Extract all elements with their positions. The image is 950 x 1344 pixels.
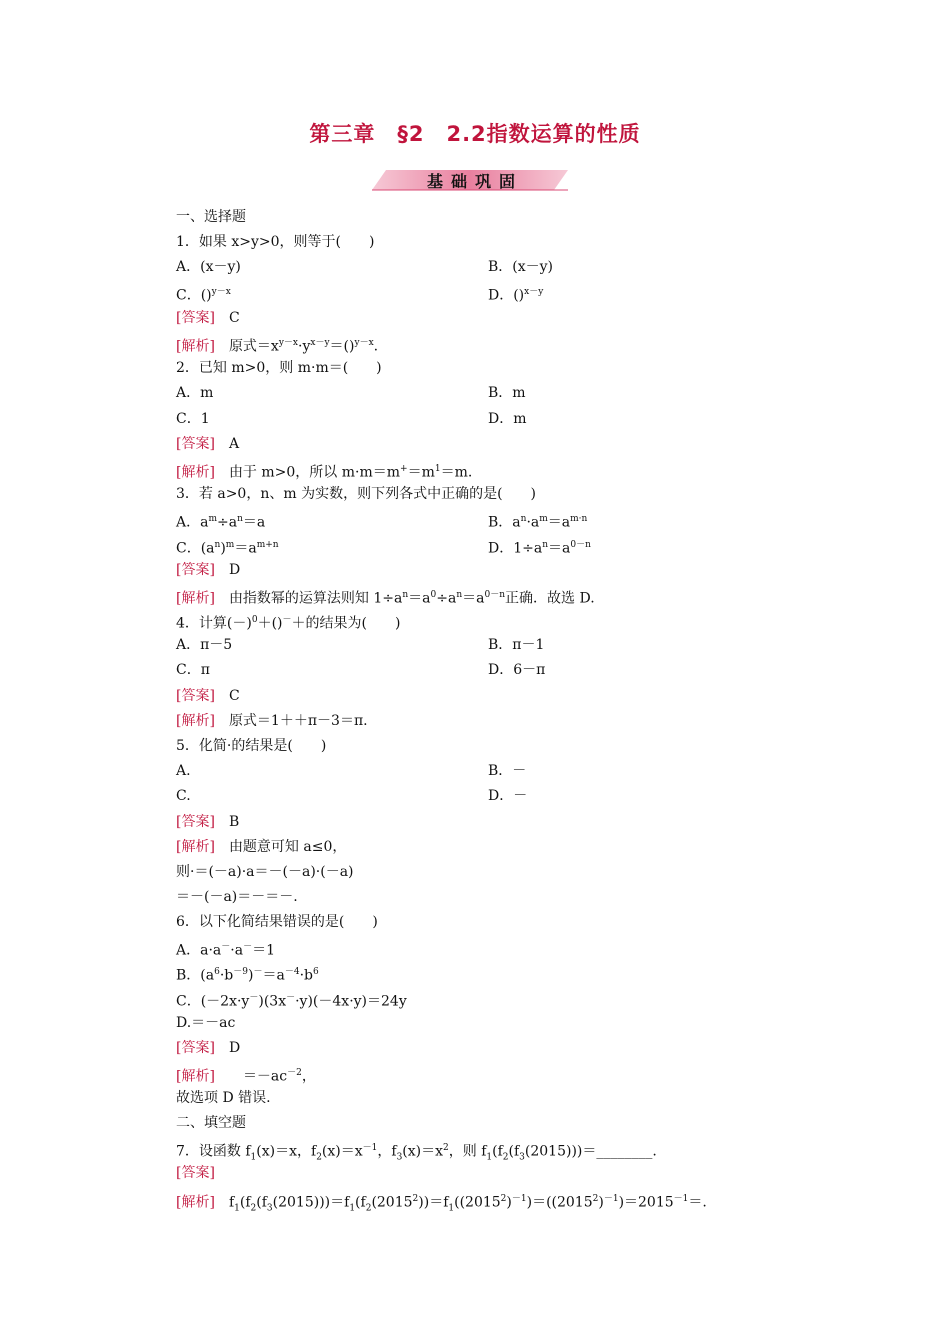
- q3-stem: 3．若 a>0，n、m 为实数，则下列各式中正确的是( ): [176, 486, 537, 502]
- q2-option-a: A．m: [176, 385, 214, 401]
- q3-option-c: C．$(a^n)^m=a^{m+n}$: [176, 540, 279, 557]
- q1-option-b: B．(x－y): [488, 259, 554, 275]
- q5-option-b: B．－: [488, 763, 527, 779]
- section-heading-choice: 一、选择题: [176, 209, 246, 225]
- q4-option-b: B．π－1: [488, 637, 545, 653]
- q3-answer: [答案] D: [176, 562, 241, 578]
- q1-analysis: [解析] 原式$=x^{y-x}\cdot y^{x-y}=()^{y-x}$.: [176, 338, 379, 355]
- q6-analysis: [解析] $=-ac^{-2}$，: [176, 1068, 316, 1085]
- q4-answer: [答案] C: [176, 688, 240, 704]
- q4-stem: 4．计算$(-)^0+()^-+$的结果为( ): [176, 615, 401, 632]
- q6-option-b: B．$(a^6\cdot b^{-9})^-=a^{-4}\cdot b^6$: [176, 967, 319, 984]
- q4-option-d: D．6－π: [488, 662, 546, 678]
- q6-analysis-line2: 故选项 D 错误.: [176, 1090, 271, 1106]
- q3-option-b: B．$a^n\cdot a^m=a^{m\cdot n}$: [488, 514, 588, 531]
- q5-analysis: [解析] 由题意可知 a≤0，: [176, 839, 347, 855]
- q2-option-b: B．m: [488, 385, 526, 401]
- q6-option-a: A．a·a－·a－＝1: [176, 942, 276, 959]
- q7-stem: 7．设函数 $f_1(x)=x$，$f_2(x)=x^{-1}$，$f_3(x)=x^2$，则 $f_1(f_2(f_3(2015)))=\_\_\_\_\_\_\_\_$.: [176, 1143, 657, 1163]
- q3-option-a: A．$a^m\div a^n=a$: [176, 514, 266, 531]
- q1-option-d: D．()$^{x-y}$: [488, 287, 544, 304]
- q5-analysis-line3: ＝－(－a)＝－＝－.: [176, 889, 298, 905]
- q6-option-d: D.＝－ac: [176, 1015, 236, 1031]
- q5-answer: [答案] B: [176, 814, 240, 830]
- banner-title: 基础巩固: [426, 172, 523, 191]
- section-heading-fill: 二、填空题: [176, 1115, 246, 1131]
- q1-answer: [答案] C: [176, 310, 240, 326]
- q3-analysis: [解析] 由指数幂的运算法则知 $1\div a^n=a^0\div a^n=a^{0-n}$正确．故选 D.: [176, 590, 595, 607]
- q2-option-c: C．1: [176, 411, 210, 427]
- q4-option-c: C．π: [176, 662, 210, 678]
- q5-option-c: C.: [176, 788, 191, 804]
- q5-stem: 5．化简·的结果是( ): [176, 738, 327, 754]
- q2-stem: 2．已知 m>0，则 m·m＝( ): [176, 360, 382, 376]
- q6-stem: 6．以下化简结果错误的是( ): [176, 914, 378, 930]
- q5-option-a: A.: [176, 763, 191, 779]
- q6-answer: [答案] D: [176, 1040, 241, 1056]
- q7-analysis: [解析] $f_1(f_2(f_3(2015)))=f_1(f_2(2015^2))=f_1((2015^2)^{-1})=((2015^2)^{-1})=2015^{-1}=$.: [176, 1194, 707, 1214]
- q4-option-a: A．π－5: [176, 637, 233, 653]
- q2-option-d: D．m: [488, 411, 527, 427]
- q3-option-d: D．$1\div a^n=a^{0-n}$: [488, 540, 591, 557]
- q2-analysis: [解析] 由于 m>0，所以 $m\cdot m=m^+=m^1=m$.: [176, 464, 473, 481]
- q5-analysis-line2: 则·＝(－a)·a＝－(－a)·(－a): [176, 864, 354, 880]
- q5-option-d: D．－: [488, 788, 528, 804]
- q1-option-c: C．()$^{y-x}$: [176, 287, 231, 304]
- q1-stem: 1．如果 x>y>0，则等于( ): [176, 234, 375, 250]
- q1-option-a: A．(x－y): [176, 259, 241, 275]
- q4-analysis: [解析] 原式＝1＋＋π－3＝π.: [176, 713, 368, 729]
- page-title: 第三章 §2 2.2指数运算的性质: [309, 122, 641, 146]
- q7-answer: [答案]: [176, 1165, 215, 1181]
- q6-option-c: C．(－2x·y－)(3x－·y)(－4x·y)＝24y: [176, 993, 407, 1010]
- q2-answer: [答案] A: [176, 436, 240, 452]
